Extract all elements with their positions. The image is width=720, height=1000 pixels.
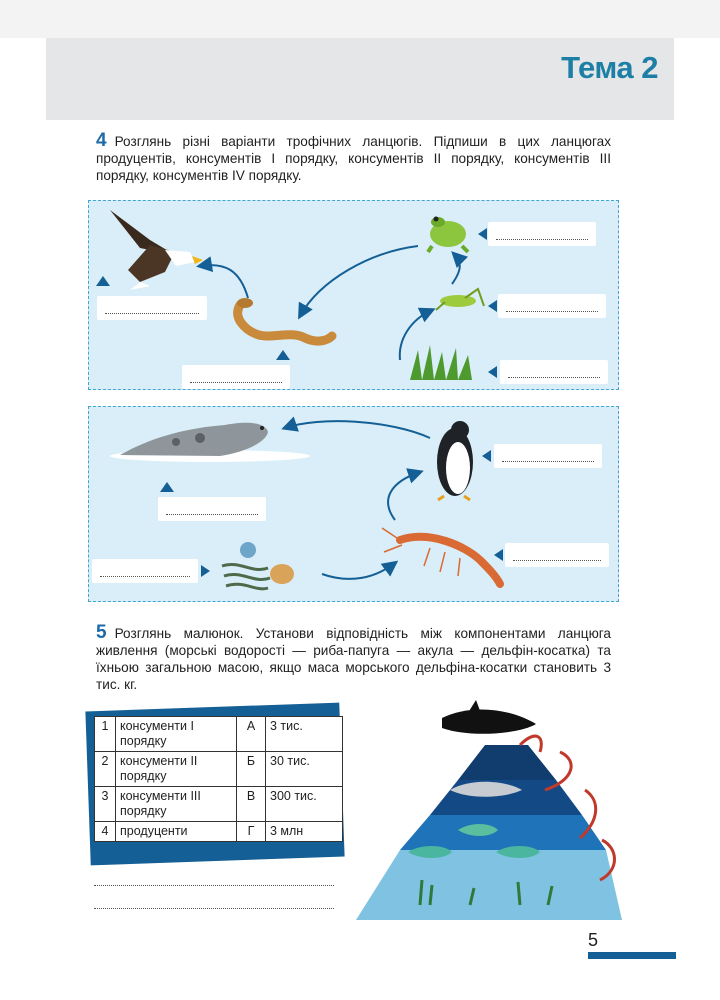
page-bar [588,952,676,959]
letter-cell: А [237,717,266,752]
letter-cell: В [237,787,266,822]
task-4-instructions: Розглянь різні варіанти трофічних ланцюгів. Підпиши в цих ланцюгах продуцентів, консументів І порядку, консументів ІІ порядку, консументів ІІІ порядку, консументів IV порядку. [96,134,611,183]
component-cell: консументи ІІ порядку [116,752,237,787]
answer-line-1[interactable] [94,885,334,886]
label-field-grasshopper[interactable] [498,294,606,318]
grasshopper-icon [436,289,484,310]
table-row [95,752,343,787]
label-field-snake[interactable] [182,365,290,389]
grass-icon [410,345,472,380]
table-row [95,822,343,842]
marker-seal [160,482,174,492]
task-5-number: 5 [96,622,107,643]
marker-krill [494,549,503,561]
letter-cell: Б [237,752,266,787]
seal-icon [110,423,310,462]
orca-icon [442,709,536,733]
arrow-krill-to-penguin [388,472,420,520]
letter-cell: Г [237,822,266,842]
answer-line-2[interactable] [94,908,334,909]
task-5-instructions: Розглянь малюнок. Установи відповідність між компонентами ланцюга живлення (морські водорості — риба-папуга — акула — дельфін-косатка) та їхньою загальною масою, якщо маса морського дельфіна-косатки становить 3 тис. кг. [96,626,611,692]
mass-cell: 30 тис. [266,752,343,787]
label-field-krill[interactable] [505,543,609,567]
row-number: 2 [95,752,116,787]
arrow-grass-to-grasshopper [400,310,432,360]
label-field-seal[interactable] [158,497,266,521]
label-field-penguin[interactable] [494,444,602,468]
component-cell: продуценти [116,822,237,842]
marker-eagle [96,276,110,286]
penguin-icon [437,421,473,500]
label-field-eagle[interactable] [97,296,207,320]
arrow-algae-to-krill [322,563,395,579]
label-field-algae[interactable] [92,559,198,583]
mass-cell: 3 млн [266,822,343,842]
mass-cell: 3 тис. [266,717,343,752]
label-field-frog[interactable] [488,222,596,246]
ecological-pyramid [356,700,622,920]
snake-icon [237,298,332,341]
topic-title: Тема 2 [561,50,658,85]
row-number: 4 [95,822,116,842]
algae-icon [222,542,294,589]
task-5-text [96,624,611,693]
matching-table [94,716,343,842]
arrow-frog-to-snake [300,246,418,316]
table-row [95,787,343,822]
marker-algae [201,565,210,577]
component-cell: консументи ІІІ порядку [116,787,237,822]
eagle-icon [110,210,203,290]
component-cell: консументи І порядку [116,717,237,752]
task-4-number: 4 [96,130,107,151]
label-field-grass[interactable] [500,360,608,384]
row-number: 1 [95,717,116,752]
row-number: 3 [95,787,116,822]
frog-icon [428,217,468,253]
krill-icon [382,528,500,584]
marker-snake [276,350,290,360]
mass-cell: 300 тис. [266,787,343,822]
marker-grass [488,366,497,378]
marker-grasshopper [488,300,497,312]
marker-frog [478,228,487,240]
table-row [95,717,343,752]
arrow-grasshopper-to-frog [452,254,460,284]
marker-penguin [482,450,491,462]
arrow-penguin-to-seal [285,421,430,438]
arrow-snake-to-eagle [200,265,248,298]
page-number: 5 [588,930,599,950]
